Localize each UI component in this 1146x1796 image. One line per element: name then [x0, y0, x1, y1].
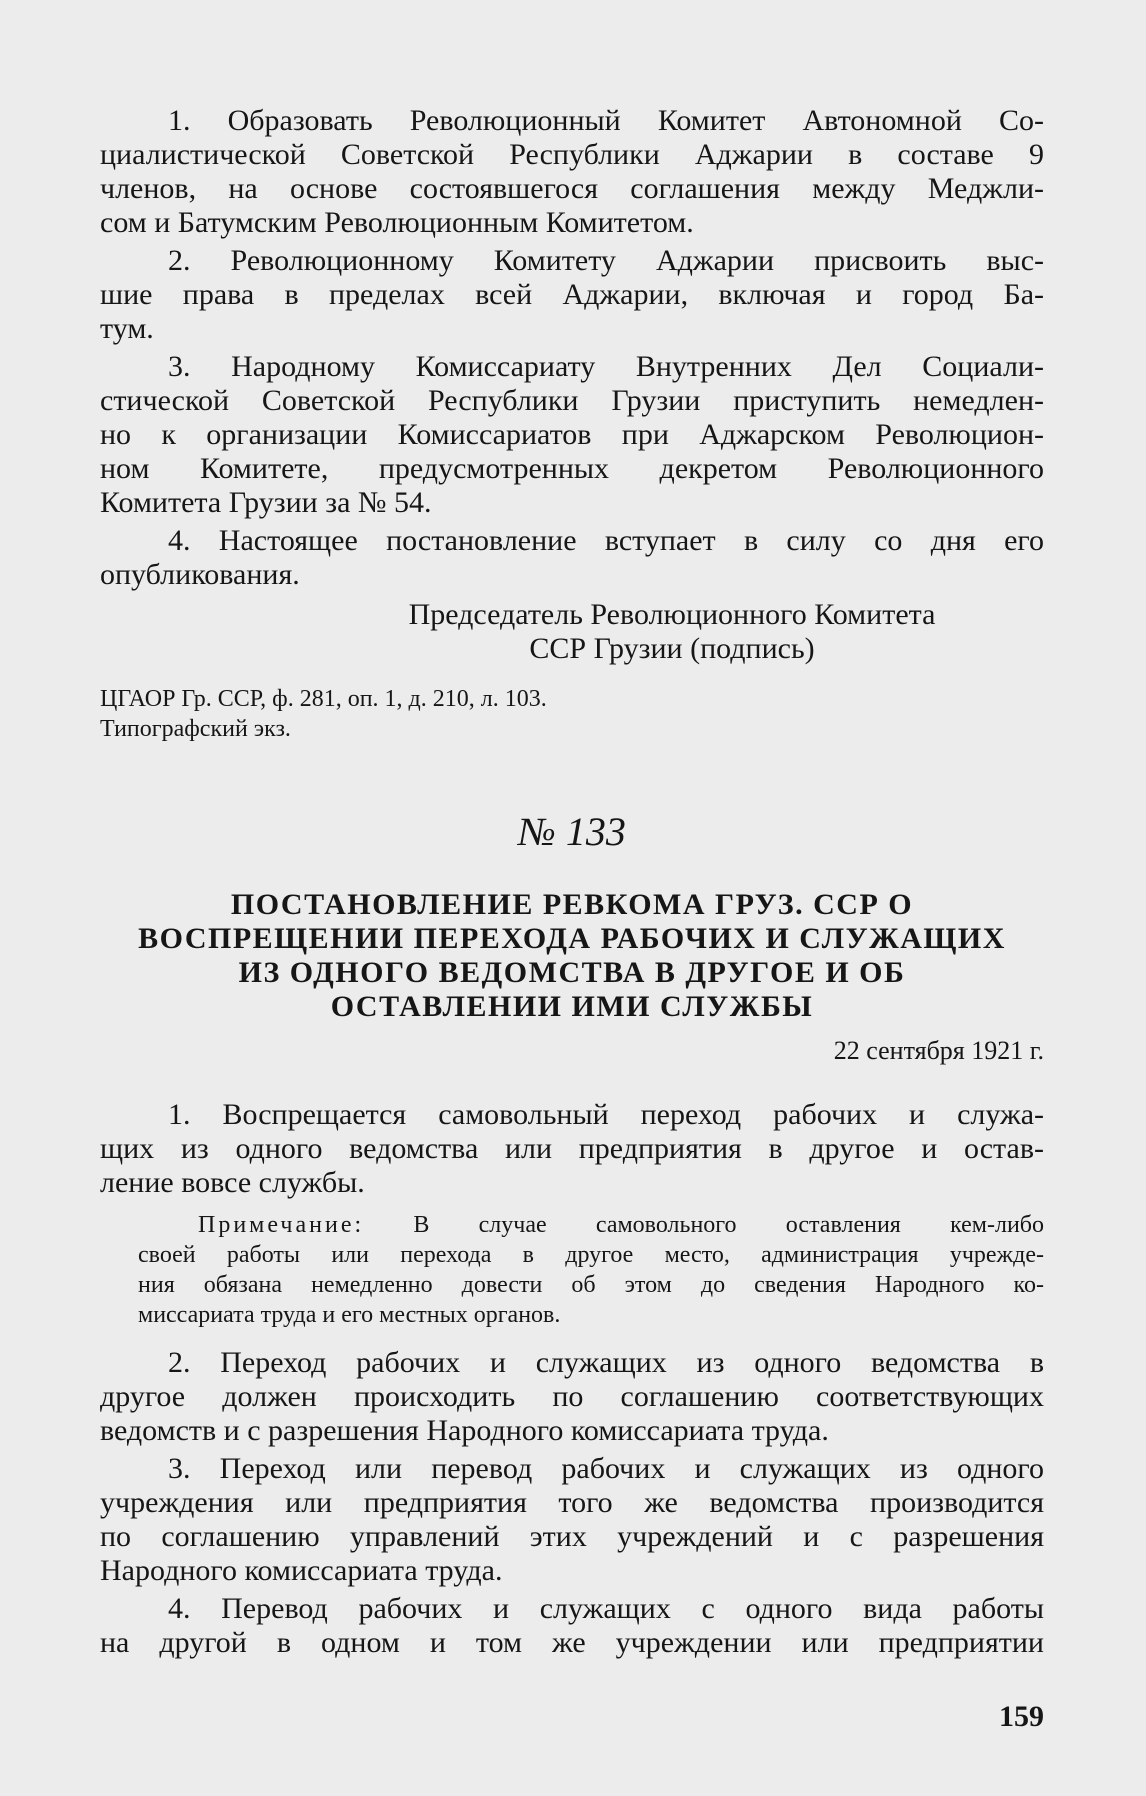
signature-name: ССР Грузии (подпись): [529, 632, 815, 665]
paragraph-4-line-2: опубликования.: [100, 558, 300, 591]
paragraph-3-line-5: Комитета Грузии за № 54.: [100, 486, 432, 519]
signature-title: Председатель Революционного Комитета: [408, 598, 936, 631]
note-text-1: В случае самовольного оставления кем-либо: [364, 1212, 1044, 1238]
article-2-line-2: другое должен происходить по соглашению соответствующих: [100, 1380, 1044, 1413]
article-2-line-3: ведомств и с разрешения Народного комиссариата труда.: [100, 1414, 829, 1447]
paragraph-4-line-1: 4. Настоящее постановление вступает в силу со дня его: [168, 524, 1044, 557]
paragraph-1-line-3: членов, на основе состоявшегося соглашения между Меджли-: [100, 172, 1044, 205]
paragraph-1-line-2: циалистической Советской Республики Аджарии в составе 9: [100, 138, 1044, 171]
paragraph-2-line-2: шие права в пределах всей Аджарии, включая и город Ба-: [100, 278, 1044, 311]
document-number: № 133: [518, 809, 626, 854]
article-1-line-2: щих из одного ведомства или предприятия в другое и остав-: [100, 1132, 1044, 1165]
paragraph-2-line-3: тум.: [100, 312, 154, 345]
note-line-3: ния обязана немедленно довести об этом до сведения Народного ко-: [138, 1272, 1044, 1298]
paragraph-3-line-2: стической Советской Республики Грузии приступить немедлен-: [100, 384, 1044, 417]
copy-type: Типографский экз.: [100, 716, 291, 742]
note-line-4: миссариата труда и его местных органов.: [138, 1302, 561, 1328]
article-1-line-3: ление вовсе службы.: [100, 1166, 365, 1199]
article-4-line-1: 4. Перевод рабочих и служащих с одного вида работы: [168, 1592, 1044, 1625]
note-line-1: [198, 1210, 1044, 1240]
document-title-line-4: ОСТАВЛЕНИИ ИМИ СЛУЖБЫ: [330, 990, 814, 1023]
document-title-line-2: ВОСПРЕЩЕНИИ ПЕРЕХОДА РАБОЧИХ И СЛУЖАЩИХ: [138, 922, 1006, 955]
page-number: 159: [999, 1700, 1044, 1733]
paragraph-1-line-1: 1. Образовать Революционный Комитет Автономной Со-: [168, 104, 1044, 137]
paragraph-3-line-1: 3. Народному Комиссариату Внутренних Дел Социали-: [168, 350, 1044, 383]
paragraph-2-line-1: 2. Революционному Комитету Аджарии присвоить выс-: [168, 244, 1044, 277]
article-4-line-2: на другой в одном и том же учреждении или предприятии: [100, 1626, 1044, 1659]
article-2-line-1: 2. Переход рабочих и служащих из одного ведомства в: [168, 1346, 1044, 1379]
paragraph-3-line-3: но к организации Комиссариатов при Аджарском Революцион-: [100, 418, 1044, 451]
note-label: Примечание:: [198, 1212, 365, 1238]
paragraph-1-line-4: сом и Батумским Революционным Комитетом.: [100, 206, 694, 239]
article-1-line-1: 1. Воспрещается самовольный переход рабочих и служа-: [168, 1098, 1044, 1131]
archive-reference: ЦГАОР Гр. ССР, ф. 281, оп. 1, д. 210, л. 103.: [100, 686, 547, 712]
document-date: 22 сентября 1921 г.: [833, 1036, 1044, 1065]
note-line-2: своей работы или перехода в другое место, администрация учрежде-: [138, 1242, 1044, 1268]
article-3-line-3: по соглашению управлений этих учреждений и с разрешения: [100, 1520, 1044, 1553]
document-title-line-3: ИЗ ОДНОГО ВЕДОМСТВА В ДРУГОЕ И ОБ: [238, 956, 906, 989]
article-3-line-1: 3. Переход или перевод рабочих и служащих из одного: [168, 1452, 1044, 1485]
paragraph-3-line-4: ном Комитете, предусмотренных декретом Революционного: [100, 452, 1044, 485]
article-3-line-4: Народного комиссариата труда.: [100, 1554, 503, 1587]
document-title-line-1: ПОСТАНОВЛЕНИЕ РЕВКОМА ГРУЗ. ССР О: [230, 888, 914, 921]
article-3-line-2: учреждения или предприятия того же ведомства производится: [100, 1486, 1044, 1519]
